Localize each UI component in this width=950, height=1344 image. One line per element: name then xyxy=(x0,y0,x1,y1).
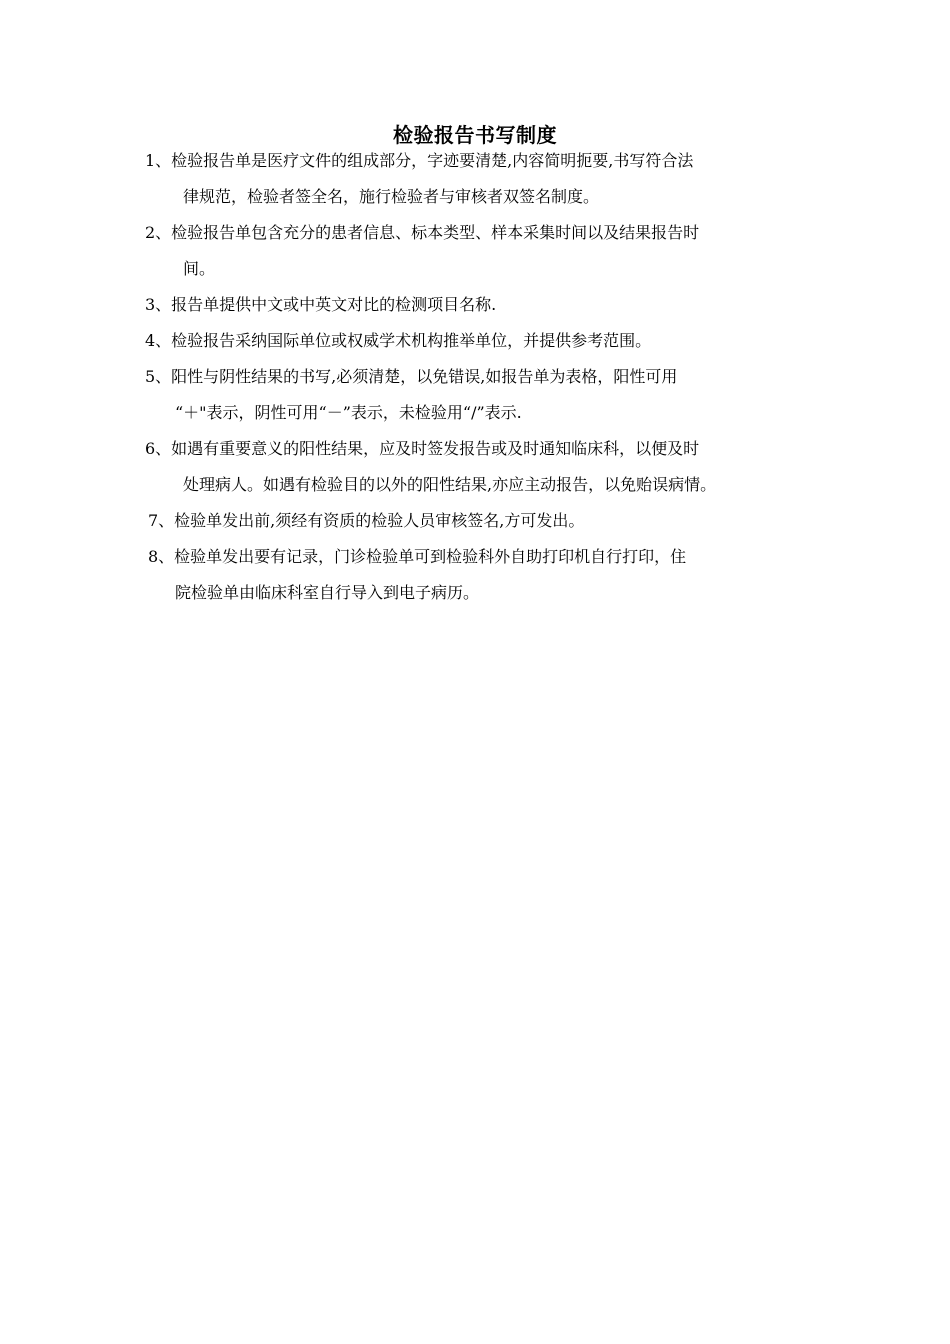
rule-8-line-2: 院检验单由临床科室自行导入到电子病历。 xyxy=(175,583,480,602)
rule-2-line-2: 间。 xyxy=(183,259,216,278)
rule-3-line-1: 3、报告单提供中文或中英文对比的检测项目名称. xyxy=(145,295,497,314)
rule-1-line-1: 1、检验报告单是医疗文件的组成部分，字迹要清楚,内容简明扼要,书写符合法 xyxy=(145,151,694,170)
rule-4-line-1: 4、检验报告采纳国际单位或权威学术机构推举单位，并提供参考范围。 xyxy=(145,331,652,350)
document-title: 检验报告书写制度 xyxy=(393,123,557,147)
rule-2-line-1: 2、检验报告单包含充分的患者信息、标本类型、样本采集时间以及结果报告时 xyxy=(145,223,700,242)
rule-6-line-1: 6、如遇有重要意义的阳性结果，应及时签发报告或及时通知临床科，以便及时 xyxy=(145,439,700,458)
rule-8-line-1: 8、检验单发出要有记录，门诊检验单可到检验科外自助打印机自行打印，住 xyxy=(148,547,687,566)
rule-7-line-1: 7、检验单发出前,须经有资质的检验人员审核签名,方可发出。 xyxy=(148,511,585,530)
rule-5-line-2: “＋"表示，阴性可用“－”表示，未检验用“/”表示. xyxy=(175,403,522,422)
rule-6-line-2: 处理病人。如遇有检验目的以外的阳性结果,亦应主动报告，以免贻误病情。 xyxy=(183,475,717,494)
rule-5-line-1: 5、阳性与阴性结果的书写,必须清楚，以免错误,如报告单为表格，阳性可用 xyxy=(145,367,678,386)
rule-1-line-2: 律规范，检验者签全名，施行检验者与审核者双签名制度。 xyxy=(183,187,600,206)
